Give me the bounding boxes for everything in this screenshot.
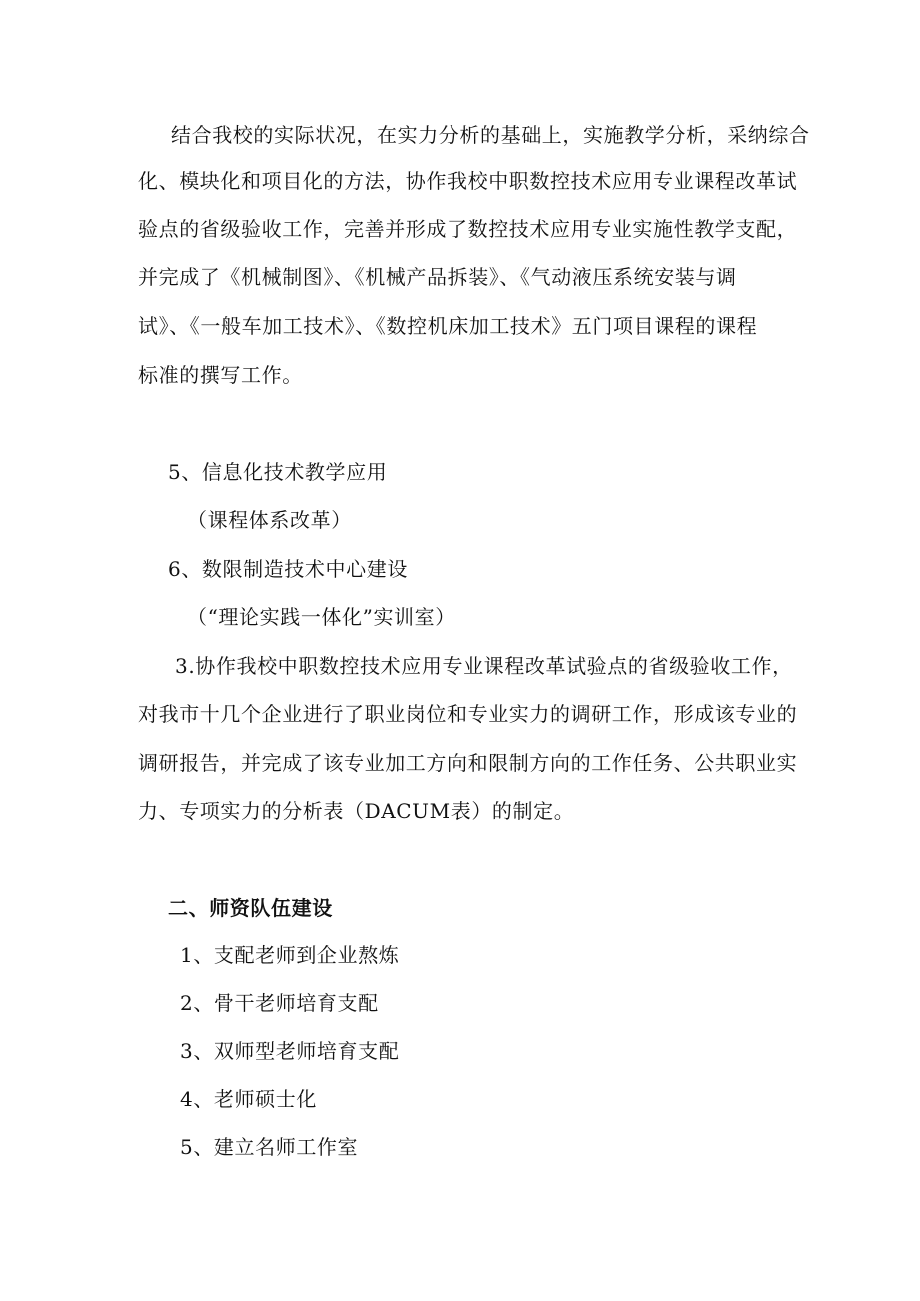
paragraph-line: 试》、《一般车加工技术》、《数控机床加工技术》五门项目课程的课程 xyxy=(138,314,758,338)
list-item: 5、建立名师工作室 xyxy=(180,1135,359,1159)
paragraph-line: 化、模块化和项目化的方法，协作我校中职数控技术应用专业课程改革试 xyxy=(138,169,798,193)
item-5: 5、信息化技术教学应用 xyxy=(168,460,388,484)
list-item: 1、支配老师到企业熬炼 xyxy=(180,943,400,967)
list-item: 4、老师硕士化 xyxy=(180,1087,317,1111)
paragraph-line: 对我市十几个企业进行了职业岗位和专业实力的调研工作，形成该专业的 xyxy=(138,702,798,726)
paragraph-line: 结合我校的实际状况，在实力分析的基础上，实施教学分析，采纳综合 xyxy=(171,123,810,147)
section-heading: 二、师资队伍建设 xyxy=(168,896,333,920)
paragraph-line: 标准的撰写工作。 xyxy=(138,363,303,387)
paragraph-line: 力、专项实力的分析表（DACUM表）的制定。 xyxy=(138,799,575,823)
list-item: 2、骨干老师培育支配 xyxy=(180,991,379,1015)
paragraph-line: 并完成了《机械制图》、《机械产品拆装》、《气动液压系统安装与调 xyxy=(138,265,737,289)
paragraph-line: 验点的省级验收工作，完善并形成了数控技术应用专业实施性教学支配， xyxy=(138,217,798,241)
item-6-subtitle: （“理论实践一体化”实训室） xyxy=(187,605,456,629)
list-item: 3、双师型老师培育支配 xyxy=(180,1039,400,1063)
item-5-subtitle: （课程体系改革） xyxy=(187,508,352,532)
paragraph-line: 调研报告，并完成了该专业加工方向和限制方向的工作任务、公共职业实 xyxy=(138,751,798,775)
item-6: 6、数限制造技术中心建设 xyxy=(168,557,408,581)
paragraph-line: 3.协作我校中职数控技术应用专业课程改革试验点的省级验收工作， xyxy=(175,654,793,678)
